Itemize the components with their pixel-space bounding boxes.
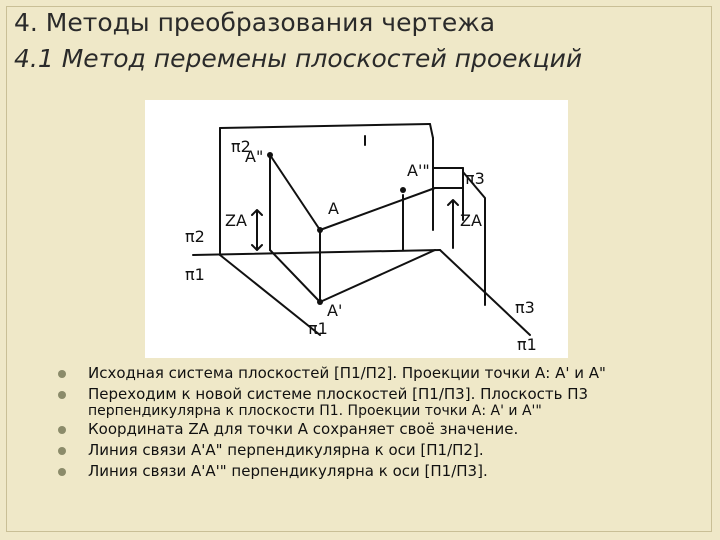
- label-pi1-bottom: π1: [308, 319, 328, 338]
- label-pi3-top: π3: [465, 169, 485, 188]
- bullet-item: [70, 461, 690, 482]
- label-pi3-right: π3: [515, 298, 535, 317]
- point-a-triple: [400, 187, 406, 193]
- bullet-text: Переходим к новой системе плоскостей [П1/П3]. Плоскость П3: [88, 385, 589, 403]
- slide-title: 4. Методы преобразования чертежа: [14, 8, 496, 37]
- a1-a2-link: [270, 250, 320, 302]
- label-pi2-axis: π2: [185, 227, 205, 246]
- label-a: A: [328, 199, 339, 218]
- point-a-prime: [317, 299, 323, 305]
- bullet-item: [70, 440, 690, 461]
- bullet-icon: [58, 447, 66, 455]
- p2-right-edge: [430, 124, 433, 138]
- bullet-icon: [58, 391, 66, 399]
- bullet-text: Линия связи А'А" перпендикулярна к оси [П1/П2].: [88, 441, 484, 459]
- bullet-item: [70, 384, 690, 419]
- label-a-triple: A'": [407, 161, 430, 180]
- bullet-item: [70, 363, 690, 384]
- bullet-icon: [58, 468, 66, 476]
- p3-right-edge: [463, 172, 485, 305]
- bullet-list: [70, 363, 690, 482]
- bullet-text: Исходная система плоскостей [П1/П2]. Проекции точки А: А' и А": [88, 364, 606, 382]
- za-left-dim: [252, 210, 262, 250]
- label-a-prime: A': [327, 301, 343, 320]
- slide-subtitle: 4.1 Метод перемены плоскостей проекций: [14, 44, 583, 73]
- label-za-right: ZA: [460, 211, 482, 230]
- bullet-subtext: перпендикулярна к плоскости П1. Проекции точки А: А' и А'": [88, 403, 542, 419]
- point-a: [317, 227, 323, 233]
- bullet-item: [70, 419, 690, 440]
- label-a-double: A": [245, 147, 264, 166]
- label-za-left: ZA: [225, 211, 247, 230]
- bullet-text: Линия связи А'А'" перпендикулярна к оси [П1/П3].: [88, 462, 488, 480]
- label-pi1-right: π1: [517, 335, 537, 354]
- p1-left-edge: [220, 255, 320, 335]
- label-pi1-axis: π1: [185, 265, 205, 284]
- projection-drawing: [145, 100, 568, 358]
- a1-to-axis: [320, 250, 435, 302]
- bullet-icon: [58, 426, 66, 434]
- projection-drawing-svg: [145, 100, 568, 358]
- bullet-icon: [58, 370, 66, 378]
- p2-top-edge: [220, 124, 430, 128]
- za-right-dim: [448, 200, 458, 248]
- point-a-double: [267, 152, 273, 158]
- label-pi2-top: π2: [231, 137, 251, 156]
- bullet-text: Координата ZA для точки А сохраняет своё значение.: [88, 420, 519, 438]
